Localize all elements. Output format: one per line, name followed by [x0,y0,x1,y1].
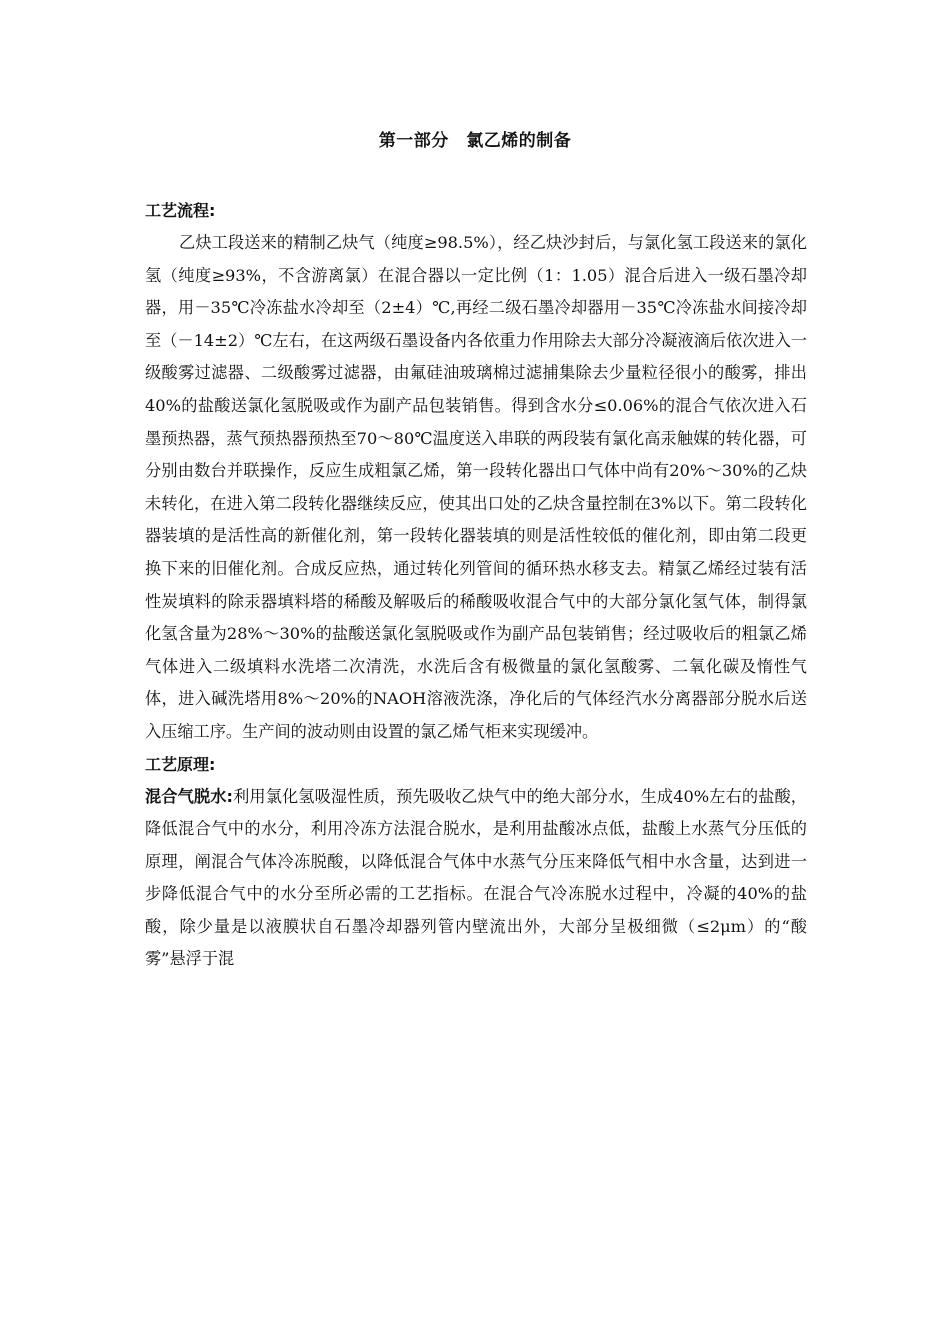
document-body [145,195,807,976]
principle-paragraph [145,781,807,977]
document-title: 第一部分 氯乙烯的制备 [378,131,572,151]
principle-lead-term: 混合气脱水: [145,786,233,806]
principle-paragraph-text: 利用氯化氢吸湿性质，预先吸收乙炔气中的绝大部分水，生成40%左右的盐酸，降低混合气中的水分，利用冷冻方法混合脱水，是利用盐酸冰点低，盐酸上水蒸气分压低的原理，阐混合气体冷冻脱酸，以降低混合气体中水蒸气分压来降低气相中水含量，达到进一步降低混合气中的水分至所必需的工艺指标。在混合气冷冻脱水过程中，冷凝的40%的盐酸，除少量是以液膜状自石墨冷却器列管内壁流出外，大部分呈极细微（≤2μm）的“酸雾”悬浮于混 [145,786,807,969]
section-heading-process-principle: 工艺原理: [145,754,216,774]
process-flow-paragraph: 乙炔工段送来的精制乙炔气（纯度≥98.5%），经乙炔沙封后，与氯化氢工段送来的氯化氢（纯度≥93%，不含游离氯）在混合器以一定比例（1：1.05）混合后进入一级石墨冷却器，用－35℃冷冻盐水冷却至（2±4）℃,再经二级石墨冷却器用－35℃冷冻盐水间接冷却至（－14±2）℃左右，在这两级石墨设备内各依重力作用除去大部分冷凝液滴后依次进入一级酸雾过滤器、二级酸雾过滤器，由氟硅油玻璃棉过滤捕集除去少量粒径很小的酸雾，排出40%的盐酸送氯化氢脱吸或作为副产品包装销售。得到含水分≤0.06%的混合气依次进入石墨预热器，蒸气预热器预热至70～80℃温度送入串联的两段装有氯化高汞触媒的转化器，可分别由数台并联操作，反应生成粗氯乙烯，第一段转化器出口气体中尚有20%～30%的乙炔未转化，在进入第二段转化器继续反应，使其出口处的乙炔含量控制在3%以下。第二段转化器装填的是活性高的新催化剂，第一段转化器装填的则是活性较低的催化剂，即由第二段更换下来的旧催化剂。合成反应热，通过转化列管间的循环热水移支去。精氯乙烯经过装有活性炭填料的除汞器填料塔的稀酸及解吸后的稀酸吸收混合气中的大部分氯化氢气体，制得氯化氢含量为28%～30%的盐酸送氯化氢脱吸或作为副产品包装销售；经过吸收后的粗氯乙烯气体进入二级填料水洗塔二次清洗，水洗后含有极微量的氯化氢酸雾、二氧化碳及惰性气体，进入碱洗塔用8%～20%的NAOH溶液洗涤，净化后的气体经汽水分离器部分脱水后送入压缩工序。生产间的波动则由设置的氯乙烯气柜来实现缓冲。 [145,233,807,741]
section-heading-process-flow: 工艺流程: [145,201,216,220]
